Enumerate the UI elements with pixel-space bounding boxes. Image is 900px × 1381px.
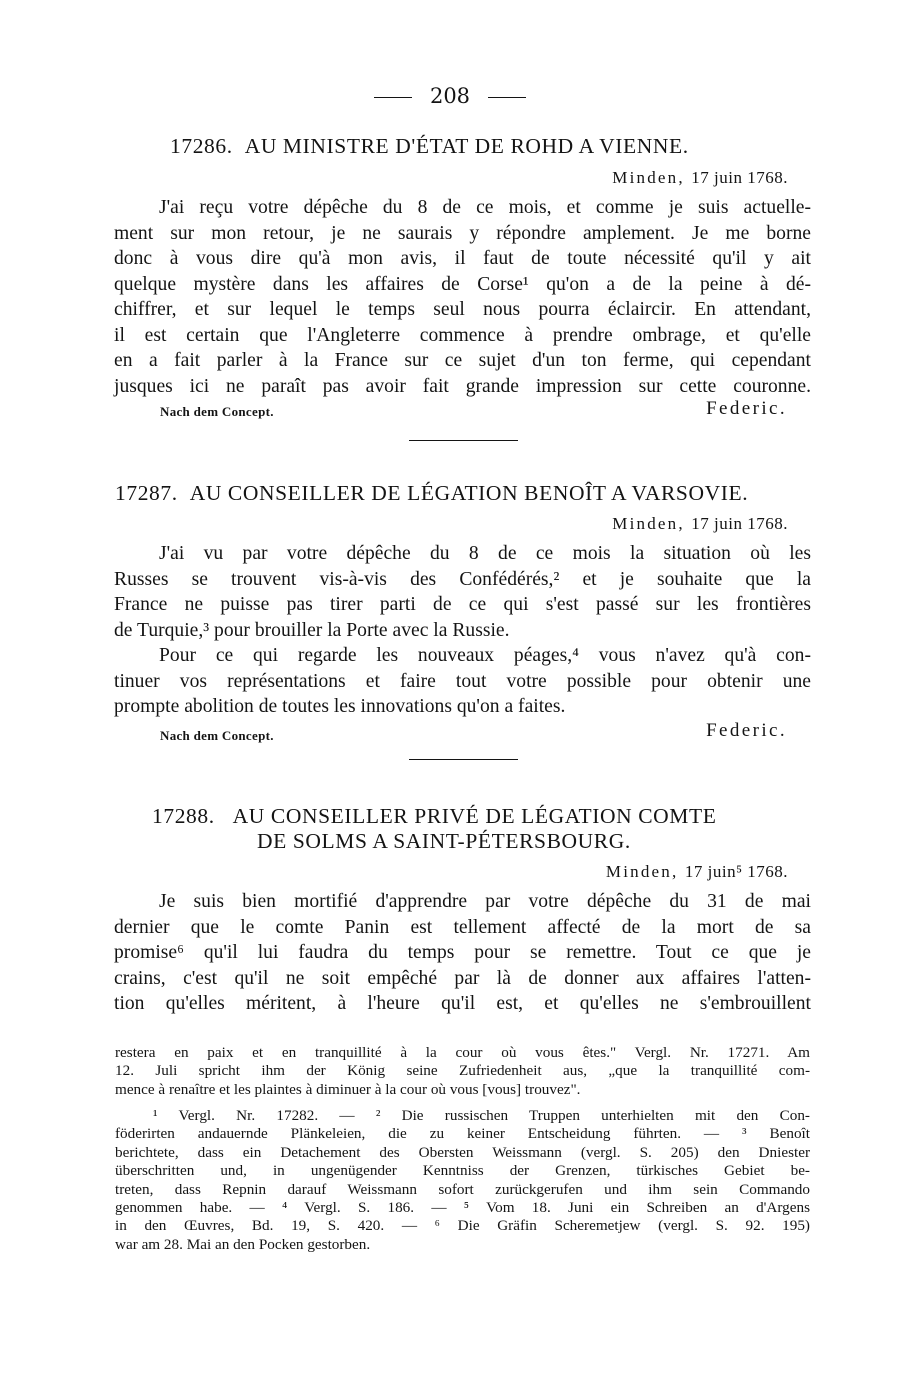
dateline-place: Minden,: [612, 514, 685, 533]
page-number: [0, 84, 900, 108]
footnote-line: mence à renaître et les plaintes à diminuer à la cour où vous [vous] trouvez".: [115, 1080, 581, 1098]
signature: Federic.: [706, 398, 787, 419]
section-rule: [409, 759, 518, 760]
letter-number: 17287.: [115, 481, 178, 505]
body-line: tion qu'elles méritent, à l'heure qu'il est, et qu'elles ne s'embrouillent: [114, 993, 811, 1014]
body-line: tinuer vos représentations et faire tout votre possible pour obtenir une: [114, 670, 811, 692]
footnote-line: 12. Juli spricht ihm der König seine Zufriedenheit aus, „que la tranquillité com-: [115, 1062, 810, 1080]
body-line: promise⁶ qu'il lui faudra du temps pour se remettre. Tout ce que je: [114, 942, 811, 963]
page-number-dash-left: [374, 97, 412, 98]
footnote-line: restera en paix et en tranquillité à la cour où vous êtes." Vergl. Nr. 17271. Am: [115, 1044, 810, 1061]
footnote-line: genommen habe. — ⁴ Vergl. S. 186. — ⁵ Vom 18. Juni ein Schreiben an d'Argens: [115, 1198, 810, 1216]
body-line: quelque mystère dans les affaires de Corse¹ qu'on a de la peine à dé-: [114, 273, 811, 295]
letter-body: [114, 541, 811, 720]
body-line: en a fait parler à la France sur ce sujet d'un ton ferme, qui cependant: [114, 350, 811, 371]
letter-heading-17288: [152, 804, 717, 829]
footnote-line: überschritten und, in ungenügender Kenntniss der Grenzen, türkisches Gebiet be-: [115, 1162, 810, 1180]
letter-heading-17287: [115, 481, 748, 506]
letter-title-line-2: DE SOLMS A SAINT-PÉTERSBOURG.: [257, 829, 631, 853]
body-line: de Turquie,³ pour brouiller la Porte avec la Russie.: [114, 619, 510, 641]
footnote-line: in den Œuvres, Bd. 19, S. 420. — ⁶ Die Gräfin Scheremetjew (vergl. S. 92. 195): [115, 1217, 810, 1235]
body-line: prompte abolition de toutes les innovations qu'on a faites.: [114, 696, 566, 717]
page-number-dash-right: [488, 97, 526, 98]
page-number-text: 208: [429, 84, 471, 108]
letter-title: AU CONSEILLER DE LÉGATION BENOÎT A VARSOVIE.: [189, 481, 749, 505]
letter-heading-17286: [170, 134, 689, 159]
footnotes: [115, 1107, 810, 1254]
body-line: ment sur mon retour, je ne saurais y répondre amplement. Je me borne: [114, 222, 811, 244]
letter-number: 17286.: [170, 134, 233, 158]
source-note: Nach dem Concept.: [160, 404, 274, 419]
footnote-line: ¹ Vergl. Nr. 17282. — ² Die russischen Truppen unterhielten mit den Con-: [153, 1107, 810, 1124]
letter-title: AU MINISTRE D'ÉTAT DE ROHD A VIENNE.: [244, 134, 689, 158]
dateline-place: Minden,: [605, 862, 679, 881]
body-line: Russes se trouvent vis-à-vis des Confédérés,² et je souhaite que la: [114, 568, 811, 590]
dateline-place: Minden,: [612, 168, 685, 187]
footnotes-continued: [115, 1044, 810, 1099]
footnote-line: war am 28. Mai an den Pocken gestorben.: [115, 1235, 371, 1253]
dateline-date: 17 juin 1768.: [691, 514, 788, 533]
signature: Federic.: [706, 720, 787, 741]
letter-dateline: [606, 862, 788, 882]
dateline-date: 17 juin 1768.: [691, 168, 788, 187]
body-line: J'ai reçu votre dépêche du 8 de ce mois, et comme je suis actuelle-: [159, 197, 811, 218]
body-line: il est certain que l'Angleterre commence à prendre ombrage, et qu'elle: [114, 324, 811, 346]
section-rule: [409, 440, 518, 441]
letter-body: [114, 889, 811, 1017]
letter-number: 17288.: [152, 804, 215, 828]
footnote-line: föderirten andauernde Plänkeleien, die zu keiner Entscheidung führten. — ³ Benoît: [115, 1125, 810, 1143]
body-line: J'ai vu par votre dépêche du 8 de ce mois la situation où les: [159, 543, 811, 564]
body-line: donc à vous dire qu'à mon avis, il faut de toute nécessité qu'il y ait: [114, 248, 811, 269]
body-line: chiffrer, et sur lequel le temps seul nous pourra éclaircir. En attendant,: [114, 299, 811, 320]
footnote-line: treten, dass Repnin darauf Weissmann sofort zurückgerufen und ihm sein Commando: [115, 1180, 810, 1198]
dateline-date: 17 juin⁵ 1768.: [684, 862, 788, 881]
body-line: France ne puisse pas tirer parti de ce qui s'est passé sur les frontières: [114, 594, 811, 615]
footnote-line: berichtete, dass ein Detachement des Obersten Weissmann (vergl. S. 205) den Dniester: [115, 1143, 810, 1161]
body-line: Pour ce qui regarde les nouveaux péages,⁴ vous n'avez qu'à con-: [159, 645, 811, 666]
letter-body: [114, 195, 811, 399]
letter-dateline: [612, 514, 788, 534]
body-line: dernier que le comte Panin est tellement affecté de la mort de sa: [114, 916, 811, 938]
body-line: jusques ici ne paraît pas avoir fait grande impression sur cette couronne.: [114, 375, 811, 397]
body-line: crains, c'est qu'il ne soit empêché par là de donner aux affaires l'atten-: [114, 967, 811, 989]
source-note: Nach dem Concept.: [160, 728, 274, 743]
letter-dateline: [612, 168, 788, 188]
body-line: Je suis bien mortifié d'apprendre par votre dépêche du 31 de mai: [159, 891, 811, 912]
letter-title: AU CONSEILLER PRIVÉ DE LÉGATION COMTE: [232, 804, 717, 828]
